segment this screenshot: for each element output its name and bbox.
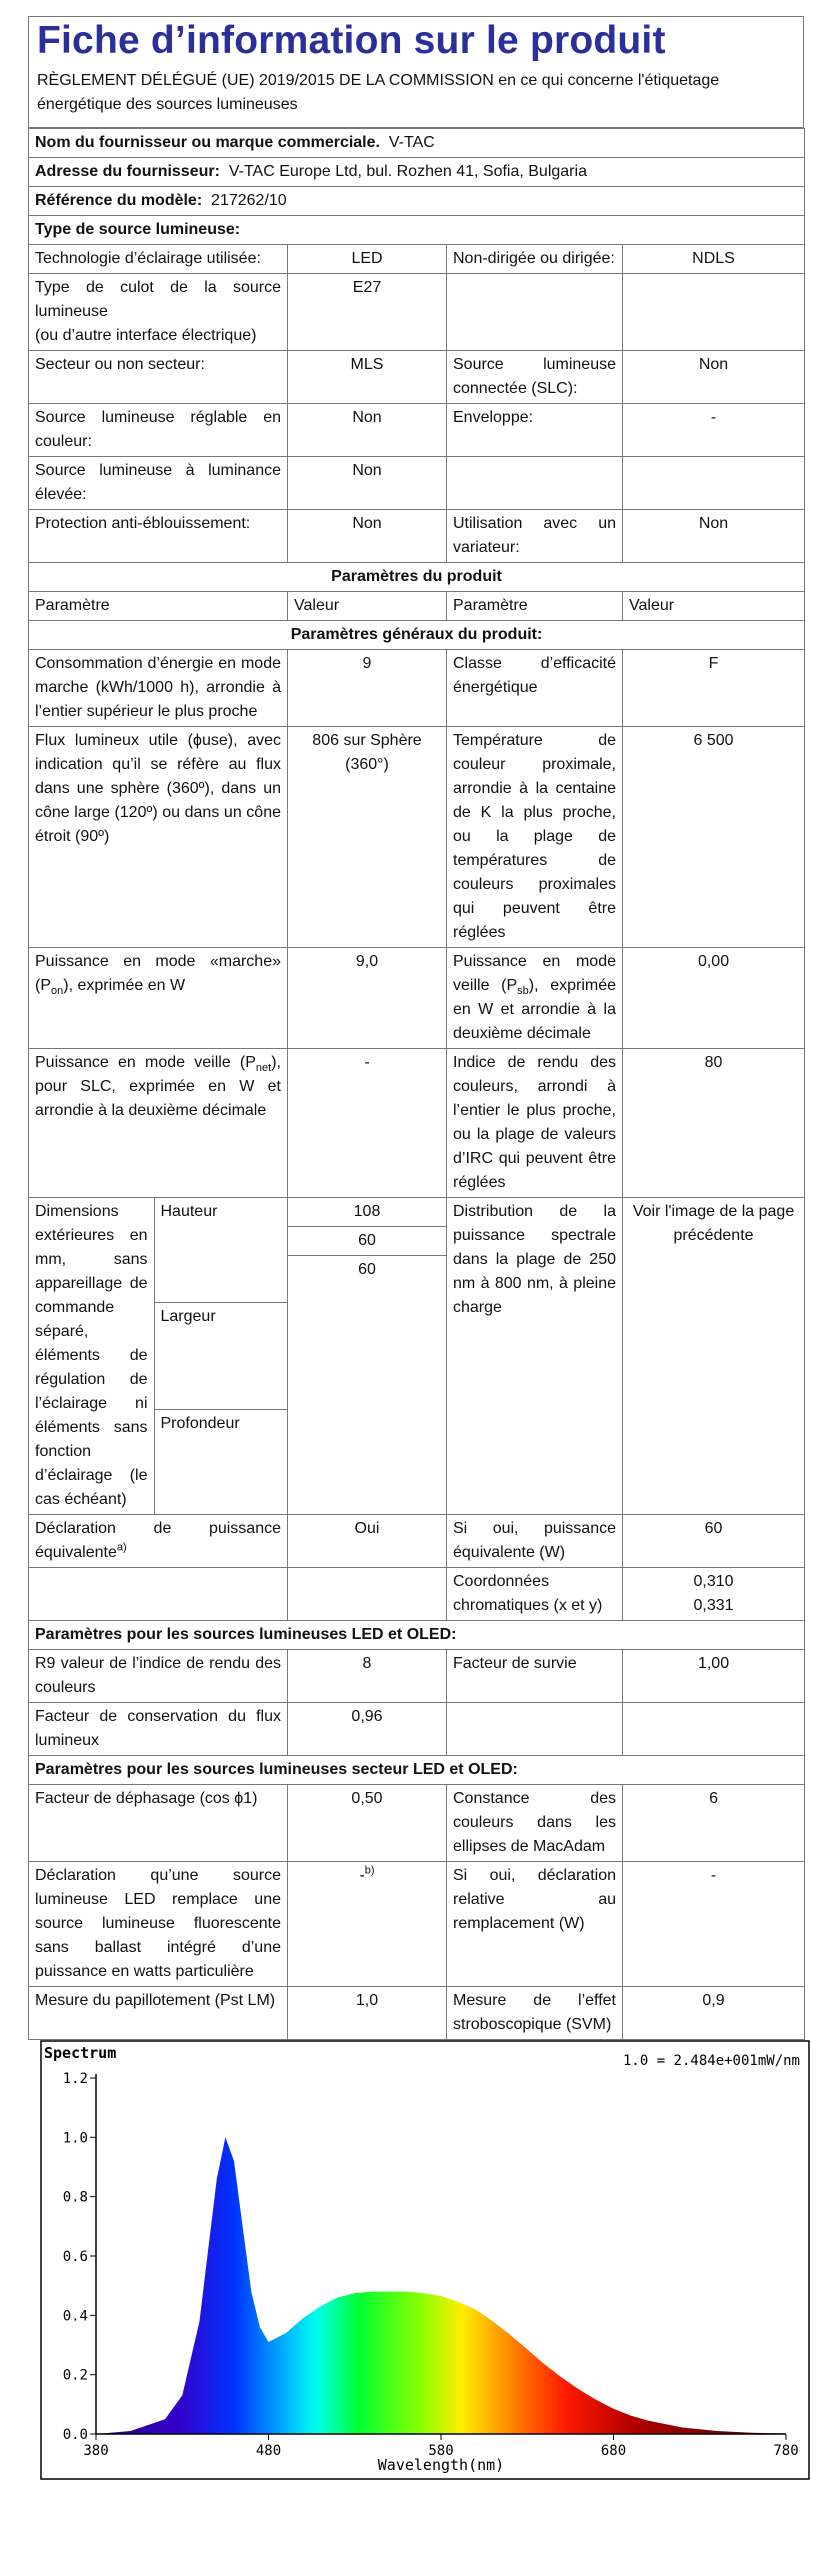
general-params-header: Paramètres généraux du produit:	[29, 621, 805, 650]
supplier-name-row: Nom du fournisseur ou marque commerciale. V-TAC	[29, 129, 805, 158]
table-row: Protection anti-éblouissement: Non Utilisation avec un variateur: Non	[29, 510, 805, 563]
led-params-header: Paramètres pour les sources lumineuses LED et OLED:	[29, 1621, 805, 1650]
x-tick-label: 680	[600, 2443, 627, 2459]
table-row: Puissance en mode veille $(P_{net})$, pour SLC, exprimée en W et arrondie à la deuxième décimale - Indice de rendu des couleurs, arrondi à l’entier le plus proche, ou la plage de valeurs d’IRC qui peuvent être réglées 80	[29, 1049, 805, 1198]
table-row: Secteur ou non secteur: MLS Source lumineuse connectée (SLC): Non	[29, 351, 805, 404]
table-row: Facteur de conservation du flux lumineux 0,96	[29, 1703, 805, 1756]
product-params-header: Paramètres du produit	[29, 563, 805, 592]
chart-annotation: 1.0 = 2.484e+001mW/nm	[622, 2053, 800, 2069]
supplier-address-row: Adresse du fournisseur: V-TAC Europe Ltd, bul. Rozhen 41, Sofia, Bulgaria	[29, 158, 805, 187]
x-tick-label: 380	[83, 2443, 109, 2459]
table-row: Déclaration de puissance équivalente$^{a)}$ Oui Si oui, puissance équivalente (W) 60	[29, 1515, 805, 1568]
x-tick-label: 580	[428, 2443, 454, 2459]
x-tick-label: 780	[773, 2443, 799, 2459]
table-row: Mesure du papillotement (Pst LM) 1,0 Mesure de l’effet stroboscopique (SVM) 0,9	[29, 1987, 805, 2040]
table-row: Consommation d’énergie en mode marche (kWh/1000 h), arrondie à l’entier supérieur le plus proche 9 Classe d’efficacité énergétique F	[29, 650, 805, 727]
table-row: Type de culot de la source lumineuse (ou d’autre interface électrique) E27	[29, 274, 805, 351]
dimensions-row: Dimensions extérieures en mm, sans appareillage de commande séparé, éléments de régulation de l’éclairage ni éléments sans fonction d’éclairage (le cas échéant) Hauteur Largeur Profondeur 108 60 60 Distribution de la puissance spectrale dans la plage de 250 nm à 800 nm, à pleine charge Voir l'image de la page précédente	[29, 1198, 805, 1515]
table-row: Flux lumineux utile (ϕuse), avec indication qu’il se réfère au flux dans une sphère (360º), dans un cône large (120º) ou dans un cône étroit (90º) 806 sur Sphère (360°) Température de couleur proximale, arrondie à la centaine de K la plus proche, ou la plage de températures de couleurs proximales qui peuvent être réglées 6 500	[29, 727, 805, 948]
table-row: Coordonnées chromatiques (x et y) 0,310 0,331	[29, 1568, 805, 1621]
model-reference-row: Référence du modèle: 217262/10	[29, 187, 805, 216]
product-info-sheet	[28, 16, 804, 2040]
y-tick-label: 1.0	[62, 2130, 88, 2147]
y-tick-label: 0.6	[62, 2249, 88, 2265]
y-tick-label: 0.2	[62, 2367, 88, 2384]
regulation-text: RÈGLEMENT DÉLÉGUÉ (UE) 2019/2015 DE LA COMMISSION en ce qui concerne l'étiquetage énergétique des sources lumineuses	[28, 69, 804, 128]
x-axis-label: Wavelength(nm)	[377, 2456, 505, 2474]
info-table	[28, 128, 805, 2040]
y-tick-label: 1.2	[62, 2071, 88, 2087]
table-row: Source lumineuse réglable en couleur: Non Enveloppe: -	[29, 404, 805, 457]
mains-params-header: Paramètres pour les sources lumineuses secteur LED et OLED:	[29, 1756, 805, 1785]
column-headers: Paramètre Valeur Paramètre Valeur	[29, 592, 805, 621]
y-tick-label: 0.0	[62, 2427, 88, 2443]
source-type-header: Type de source lumineuse:	[29, 216, 805, 245]
table-row: Facteur de déphasage (cos ϕ1) 0,50 Constance des couleurs dans les ellipses de MacAdam 6	[29, 1785, 805, 1862]
table-row: Technologie d’éclairage utilisée: LED Non-dirigée ou dirigée: NDLS	[29, 245, 805, 274]
spectrum-chart	[40, 2040, 810, 2480]
y-tick-label: 0.4	[62, 2308, 88, 2325]
table-row: Source lumineuse à luminance élevée: Non	[29, 457, 805, 510]
table-row: R9 valeur de l’indice de rendu des couleurs 8 Facteur de survie 1,00	[29, 1650, 805, 1703]
chart-title: Spectrum	[44, 2044, 117, 2062]
table-row: Déclaration qu’une source lumineuse LED remplace une source lumineuse fluorescente sans ballast intégré d’une puissance en watts particulière -$^{b)}$ Si oui, déclaration relative au remplacement (W) -	[29, 1862, 805, 1987]
table-row: Puissance en mode «marche» $(P_{on})$, exprimée en W 9,0 Puissance en mode veille $(P_{sb})$, exprimée en W et arrondie à la deuxième décimale 0,00	[29, 948, 805, 1049]
y-tick-label: 0.8	[62, 2189, 88, 2206]
x-tick-label: 480	[255, 2443, 282, 2459]
page-title: Fiche d’information sur le produit	[28, 16, 804, 69]
